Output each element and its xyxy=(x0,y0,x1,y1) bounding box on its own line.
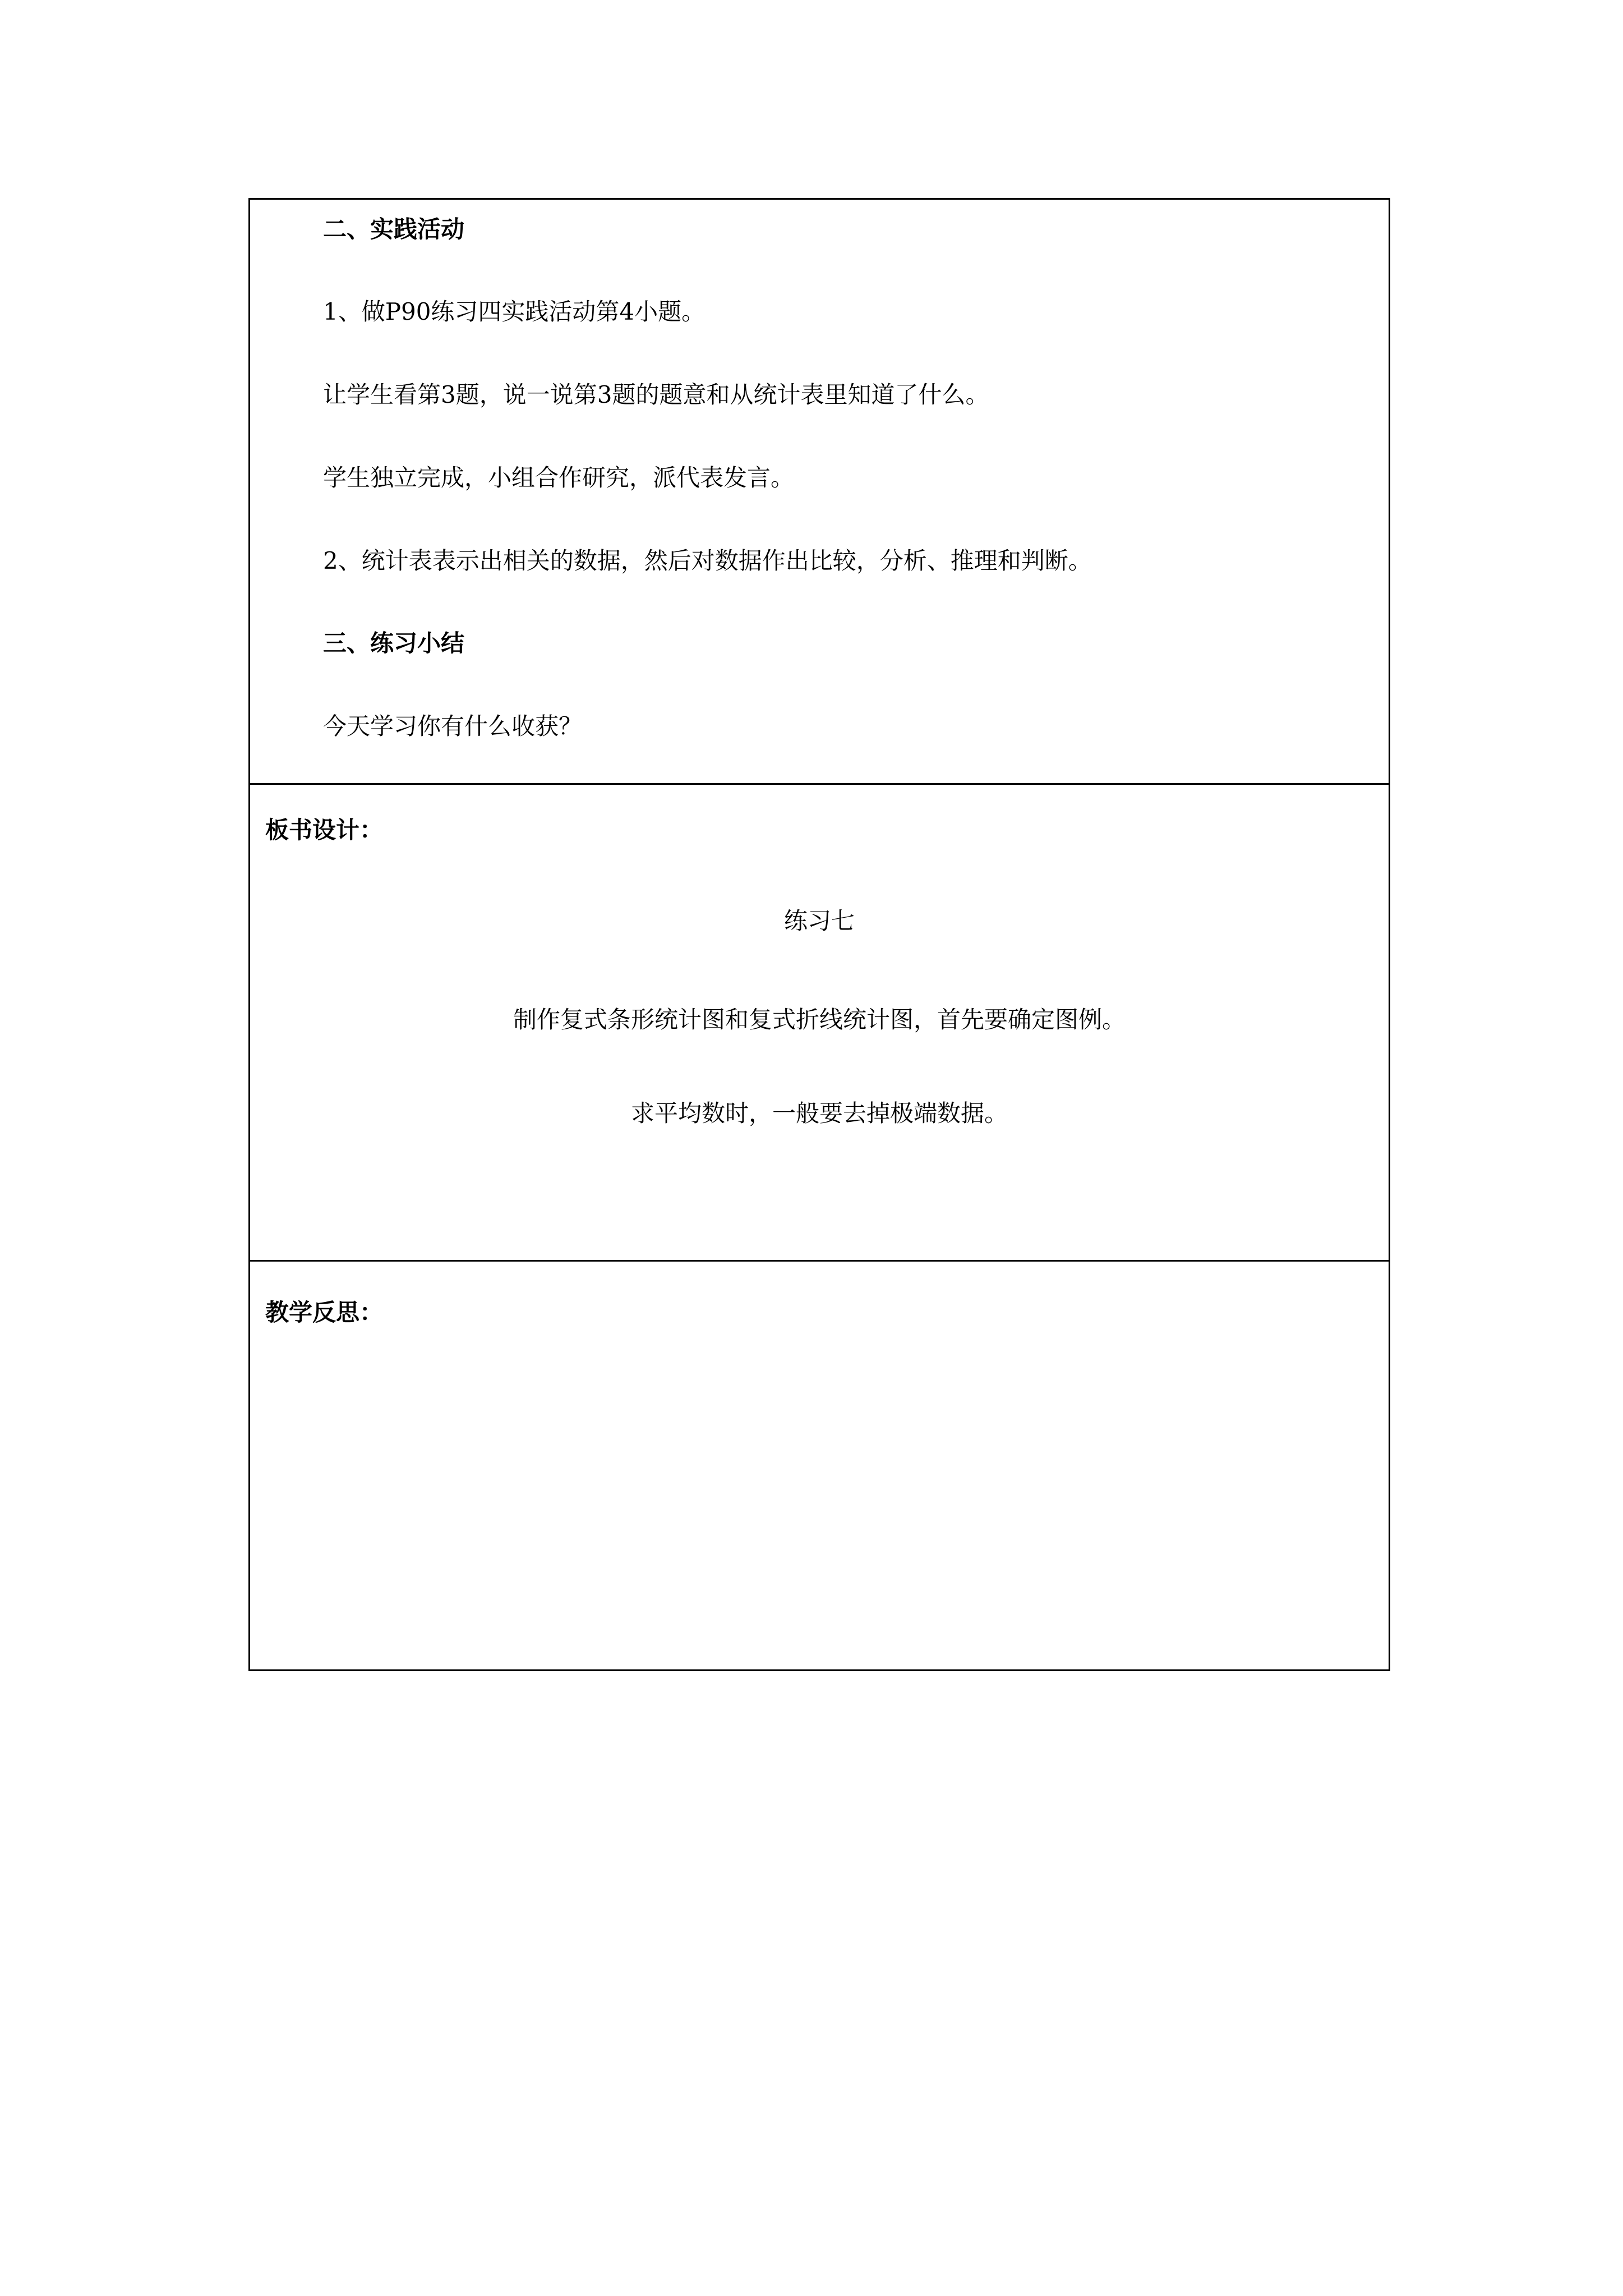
board-design-title: 练习七 xyxy=(783,907,855,935)
board-design-label: 板书设计： xyxy=(265,816,384,844)
reflection-label: 教学反思： xyxy=(265,1299,384,1326)
practice-item-1: 1、做P90练习四实践活动第4小题。 xyxy=(323,298,706,325)
board-design-line-2: 求平均数时，一般要去掉极端数据。 xyxy=(630,1099,1008,1127)
summary-heading: 三、练习小结 xyxy=(323,629,465,657)
reflection-cell xyxy=(250,1262,1389,1669)
teaching-process-cell xyxy=(250,200,1389,785)
practice-item-2: 让学生看第3题，说一说第3题的题意和从统计表里知道了什么。 xyxy=(323,381,989,408)
board-design-line-1: 制作复式条形统计图和复式折线统计图，首先要确定图例。 xyxy=(513,1006,1126,1033)
practice-item-3: 学生独立完成，小组合作研究，派代表发言。 xyxy=(323,464,795,491)
board-design-cell xyxy=(250,785,1389,1262)
practice-item-4: 2、统计表表示出相关的数据，然后对数据作出比较，分析、推理和判断。 xyxy=(323,547,1092,574)
lesson-plan-table xyxy=(248,198,1390,1671)
practice-heading: 二、实践活动 xyxy=(323,215,465,243)
summary-item-1: 今天学习你有什么收获？ xyxy=(323,712,583,740)
